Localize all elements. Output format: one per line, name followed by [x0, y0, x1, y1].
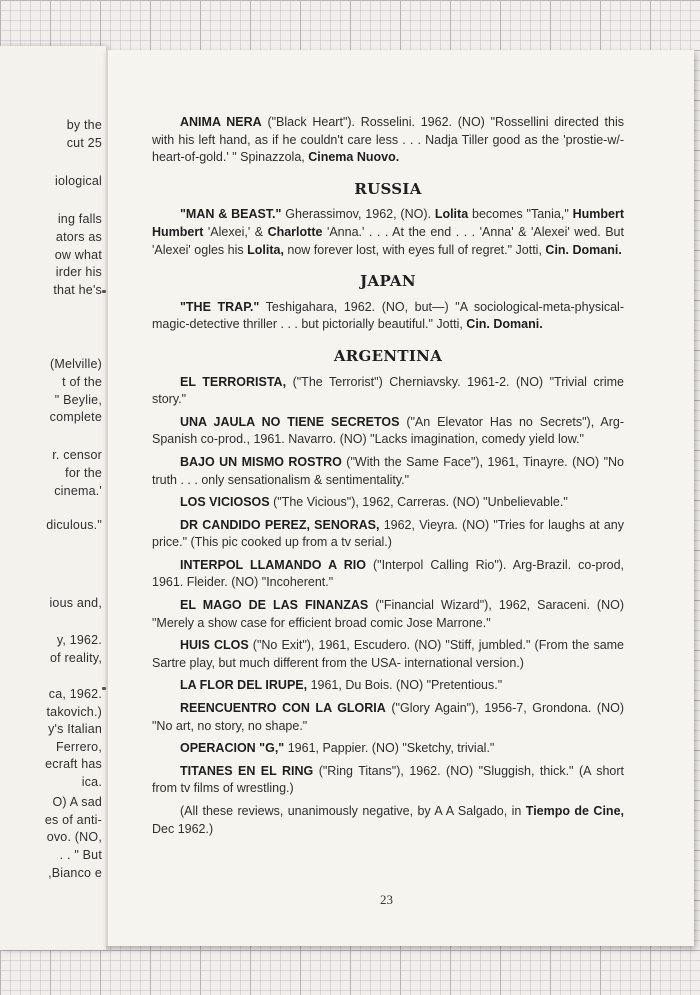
left-page-line: ica.	[81, 775, 102, 789]
left-page-line: takovich.)	[46, 705, 102, 719]
entry-text: Gherassimov, 1962, (NO).	[281, 207, 435, 222]
heading-argentina: ARGENTINA	[333, 346, 443, 365]
left-page-line: r. censor	[52, 448, 102, 462]
entry-text: now forever lost, with eyes full of regret." Jotti,	[283, 242, 546, 257]
entry-text: ("With the Same Face"), 1961, Tinayre. (NO) "No truth . . . only sensationalism & sentimentality."	[152, 454, 624, 487]
left-page-line: by the	[66, 118, 102, 132]
entry-text: Teshigahara, 1962. (NO, but—) "A sociological-meta-physical-magic-detective thriller . . . but pictorially beautiful." Jotti,	[152, 299, 624, 332]
note-end: Dec 1962.)	[152, 821, 214, 836]
page-number: 23	[380, 892, 393, 907]
entry-man-and-beast	[152, 206, 624, 259]
entry-title: HUIS CLOS	[180, 638, 249, 653]
entry-argentina	[152, 677, 624, 695]
left-page-line: cut 25	[66, 136, 102, 150]
left-page	[0, 46, 106, 950]
entry-argentina	[152, 557, 624, 592]
entry-title: OPERACION "G,"	[180, 741, 285, 756]
entry-anima-nera	[152, 114, 624, 167]
name-lolita: Lolita,	[247, 242, 284, 257]
entry-argentina	[152, 740, 624, 758]
left-page-line: t of the	[62, 375, 102, 389]
left-page-line: complete	[49, 410, 102, 424]
entry-source: Cin. Domani.	[545, 242, 622, 257]
entry-text: 1961, Pappier. (NO) "Sketchy, trivial."	[284, 741, 495, 756]
entry-text: ("Glory Again"), 1956-7, Grondona. (NO) "No art, no story, no shape."	[152, 701, 624, 733]
left-page-line: irder his	[55, 265, 102, 279]
left-page-line: y's Italian	[48, 722, 102, 736]
left-page-line: ators as	[55, 230, 102, 244]
left-page-line: (Melville)	[50, 357, 102, 371]
heading-russia: RUSSIA	[354, 179, 422, 198]
entry-text: ("Interpol Calling Rio"). Arg-Brazil. co-prod, 1961. Fleider. (NO) "Incoherent."	[152, 557, 624, 590]
entry-text: 'Anna.' . . . At the end . . . 'Anna' & 'Alexei' wed. But 'Alexei' ogles his	[152, 224, 624, 257]
note-source: Tiempo de Cine,	[525, 804, 624, 818]
entry-title: EL MAGO DE LAS FINANZAS	[180, 598, 369, 613]
entry-title: BAJO UN MISMO ROSTRO	[180, 454, 342, 469]
left-page-line: " Beylie,	[54, 393, 102, 407]
entry-argentina	[152, 454, 624, 489]
entry-text: ("Financial Wizard"), 1962, Saraceni. (NO) "Merely a show case for efficient broad comic Jose Marrone."	[152, 598, 624, 630]
name-lolita: Lolita	[434, 207, 469, 222]
entry-text: ("The Vicious"), 1962, Carreras. (NO) "Unbelievable."	[269, 495, 568, 510]
note-text: (All these reviews, unanimously negative, by A A Salgado, in	[180, 804, 526, 818]
entry-source: Cin. Domani.	[466, 317, 543, 332]
left-page-line: diculous."	[46, 518, 102, 532]
entry-text: 1962, Vieyra. (NO) "Tries for laughs at any price." (This pic cooked up from a tv serial.)	[152, 517, 624, 550]
left-page-line: ca, 1962.	[48, 687, 102, 701]
entry-text: ("The Terrorist") Cherniavsky. 1961-2. (NO) "Trivial crime story."	[152, 374, 624, 407]
page-content	[152, 114, 624, 846]
left-page-line: cinema.'	[54, 484, 102, 498]
entry-title: TITANES EN EL RING	[180, 763, 314, 778]
entry-title: LOS VICIOSOS	[180, 495, 270, 510]
entry-text: ("Black Heart"). Rosselini. 1962. (NO) "Rossellini directed this with his left hand, as if he couldn't care less . . . Nadja Tiller good as the 'prostie-w/-heart-of-gold.' " Spinazzola,	[152, 115, 624, 165]
entry-title: REENCUENTRO CON LA GLORIA	[180, 701, 386, 716]
entry-text: ("No Exit"), 1961, Escudero. (NO) "Stiff, jumbled." (From the same Sartre play, but much different from the USA- international version.)	[152, 638, 625, 670]
entry-title: "MAN & BEAST."	[180, 207, 282, 222]
binding-mark	[102, 290, 106, 293]
left-page-line: O) A sad	[52, 795, 102, 809]
entry-text: 1961, Du Bois. (NO) "Pretentious."	[307, 678, 503, 693]
entry-title: UNA JAULA NO TIENE SECRETOS	[180, 414, 400, 429]
entry-text: becomes "Tania,"	[468, 207, 573, 222]
entry-argentina	[152, 517, 624, 552]
left-page-line: ecraft has	[45, 757, 102, 771]
entry-text: ("Ring Titans"), 1962. (NO) "Sluggish, thick." (A short from tv films of wrestling.)	[152, 763, 624, 796]
binding-mark	[102, 687, 106, 690]
entry-argentina	[152, 414, 624, 449]
left-page-line: ious and,	[49, 596, 102, 610]
entry-title: DR CANDIDO PEREZ, SENORAS,	[180, 517, 380, 532]
left-page-line: iological	[55, 174, 102, 188]
entry-argentina	[152, 374, 624, 409]
entry-text: ("An Elevator Has no Secrets"), Arg-Spanish co-prod., 1961. Navarro. (NO) "Lacks imagination, comedy yield low."	[152, 414, 624, 447]
entry-argentina	[152, 494, 624, 512]
entry-text: 'Alexei,' &	[203, 224, 268, 239]
left-page-line: for the	[65, 466, 102, 480]
entry-argentina	[152, 637, 624, 672]
entry-title: ANIMA NERA	[180, 115, 262, 129]
entry-argentina	[152, 763, 624, 798]
name-humbert: Humbert Humbert	[152, 207, 625, 239]
left-page-line: Ferrero,	[55, 740, 102, 754]
entry-the-trap	[152, 299, 624, 334]
left-page-line: y, 1962.	[56, 633, 102, 647]
entry-title: LA FLOR DEL IRUPE,	[180, 678, 308, 693]
left-page-line: es of anti-	[44, 813, 102, 827]
entry-title: INTERPOL LLAMANDO A RIO	[180, 557, 366, 572]
entry-title: EL TERRORISTA,	[180, 374, 287, 389]
heading-japan: JAPAN	[360, 272, 416, 291]
name-charlotte: Charlotte	[267, 224, 323, 239]
left-page-line: ing falls	[57, 212, 102, 226]
argentina-list	[152, 374, 624, 798]
left-page-line: ,Bianco e	[48, 866, 102, 880]
left-page-line: ow what	[54, 248, 102, 262]
entry-argentina	[152, 700, 624, 735]
left-page-line: . . " But	[59, 848, 102, 862]
left-page-line: ovo. (NO,	[46, 830, 102, 844]
right-page	[106, 50, 694, 946]
entry-title: "THE TRAP."	[180, 299, 260, 314]
entry-note	[152, 803, 624, 838]
left-page-line: that he's	[53, 283, 102, 297]
entry-argentina	[152, 597, 624, 632]
entry-source: Cinema Nuovo.	[308, 150, 400, 165]
left-page-line: of reality,	[50, 651, 102, 665]
